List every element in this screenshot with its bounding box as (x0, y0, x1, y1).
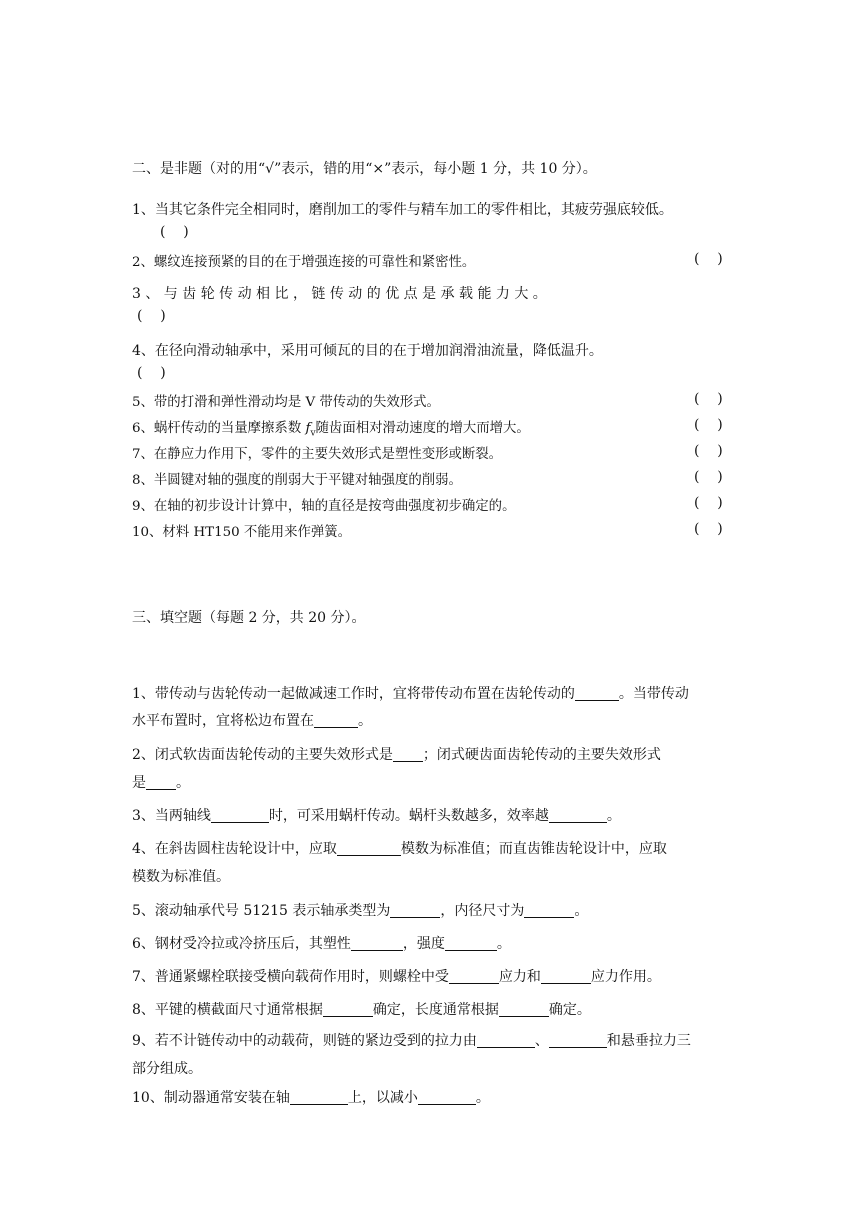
tf-item-2: 2、螺纹连接预紧的目的在于增强连接的可靠性和紧密性。 (132, 255, 476, 270)
fill-q2-blank-2[interactable] (146, 775, 176, 790)
fill-q3-blank-1[interactable] (211, 808, 269, 823)
tf-item-10: 10、材料 HT150 不能用来作弹簧。 (132, 525, 352, 540)
tf-item-9: 9、在轴的初步设计计算中，轴的直径是按弯曲强度初步确定的。 (132, 499, 516, 514)
tf-item-5-answer-paren[interactable]: ( ) (694, 391, 723, 407)
fill-q8-text-b: 确定，长度通常根据 (372, 1002, 499, 1018)
tf-item-7-answer-paren[interactable]: ( ) (694, 443, 723, 459)
fill-q6-text-a: 6、钢材受冷拉或冷挤压后，其塑性 (132, 936, 351, 952)
fill-q9-line2: 部分组成。 (132, 1061, 202, 1077)
friction-coefficient-subscript: v (310, 428, 316, 439)
fill-q1-line1 (132, 683, 689, 703)
fill-q10-text-a: 10、制动器通常安装在轴 (132, 1090, 290, 1106)
fill-q3-text-b: 时，可采用蜗杆传动。蜗杆头数越多，效率越 (268, 808, 549, 824)
fill-q10-text-c: 。 (475, 1090, 490, 1106)
fill-q6-text-c: 。 (496, 936, 511, 952)
tf-item-1: 1、当其它条件完全相同时，磨削加工的零件与精车加工的零件相比，其疲劳强底较低。 (132, 202, 673, 218)
fill-q8-text-a: 8、平键的横截面尺寸通常根据 (132, 1002, 323, 1018)
fill-q8-blank-2[interactable] (499, 1002, 549, 1017)
fill-q1-line2 (132, 710, 372, 730)
fill-q10-blank-1[interactable] (290, 1090, 348, 1105)
fill-q8 (132, 999, 591, 1019)
fill-q1-text-d: 。 (358, 713, 372, 729)
fill-q9-text-c: 和悬垂拉力三 (606, 1033, 691, 1049)
section2-heading: 二、是非题（对的用“√”表示，错的用“×”表示，每小题 1 分，共 10 分）。 (132, 161, 597, 177)
fill-q4-line1 (132, 838, 667, 858)
fill-q5-blank-1[interactable] (390, 903, 440, 918)
tf-item-6-rest: 随齿面相对滑动速度的增大而增大。 (315, 421, 530, 436)
fill-q5-text-a: 5、滚动轴承代号 51215 表示轴承类型为 (132, 903, 391, 919)
fill-q2-text-b: ；闭式硬齿面齿轮传动的主要失效形式 (422, 747, 661, 763)
tf-item-6 (132, 417, 530, 439)
fill-q9-text-a: 9、若不计链传动中的动载荷，则链的紧边受到的拉力由 (132, 1033, 477, 1049)
fill-q10-blank-2[interactable] (418, 1090, 476, 1105)
fill-q5 (132, 900, 588, 920)
fill-q7-blank-1[interactable] (449, 969, 499, 984)
tf-item-3: 3 、 与 齿 轮 传 动 相 比 ， 链 传 动 的 优 点 是 承 载 能 力 大 。 (132, 286, 547, 302)
tf-item-4: 4、在径向滑动轴承中，采用可倾瓦的目的在于增加润滑油流量，降低温升。 (132, 343, 603, 359)
fill-q1-text-c: 水平布置时，宜将松边布置在 (132, 713, 314, 729)
fill-q6 (132, 933, 511, 953)
fill-q6-blank-1[interactable] (351, 936, 403, 951)
fill-q2-text-a: 2、闭式软齿面齿轮传动的主要失效形式是 (132, 747, 393, 763)
tf-item-2-answer-paren[interactable]: ( ) (694, 251, 723, 267)
fill-q10-text-b: 上，以减小 (347, 1090, 418, 1106)
tf-item-8: 8、半圆键对轴的强度的削弱大于平键对轴强度的削弱。 (132, 473, 462, 488)
tf-item-10-answer-paren[interactable]: ( ) (694, 521, 723, 537)
fill-q2-blank-1[interactable] (393, 747, 423, 762)
tf-item-3-answer-paren[interactable]: ( ) (137, 308, 166, 324)
fill-q9-blank-2[interactable] (549, 1033, 607, 1048)
fill-q8-text-c: 确定。 (548, 1002, 591, 1018)
fill-q9-line1 (132, 1030, 691, 1050)
tf-item-7: 7、在静应力作用下，零件的主要失效形式是塑性变形或断裂。 (132, 447, 503, 462)
tf-item-9-answer-paren[interactable]: ( ) (694, 495, 723, 511)
tf-item-5: 5、带的打滑和弹性滑动均是 V 带传动的失效形式。 (132, 395, 440, 410)
fill-q9-blank-1[interactable] (477, 1033, 535, 1048)
fill-q9-text-b: 、 (534, 1033, 549, 1049)
fill-q7 (132, 966, 661, 986)
fill-q7-blank-2[interactable] (541, 969, 591, 984)
fill-q1-blank-1[interactable] (575, 686, 619, 701)
fill-q1-text-a: 1、带传动与齿轮传动一起做减速工作时，宜将带传动布置在齿轮传动的 (132, 686, 575, 702)
tf-item-6-answer-paren[interactable]: ( ) (694, 417, 723, 433)
fill-q3-text-c: 。 (606, 808, 621, 824)
tf-item-1-answer-paren[interactable]: ( ) (160, 224, 189, 240)
fill-q2-text-d: 。 (176, 775, 190, 791)
fill-q4-line2: 模数为标准值。 (132, 869, 230, 885)
fill-q3-text-a: 3、当两轴线 (132, 808, 211, 824)
fill-q3-blank-2[interactable] (549, 808, 607, 823)
fill-q2-line1 (132, 744, 661, 764)
fill-q1-blank-2[interactable] (314, 713, 358, 728)
fill-q2-line2 (132, 772, 190, 792)
fill-q5-text-c: 。 (574, 903, 589, 919)
fill-q4-text-b: 模数为标准值；而直齿锥齿轮设计中，应取 (400, 841, 667, 857)
fill-q6-text-b: ，强度 (402, 936, 445, 952)
fill-q7-text-c: 应力作用。 (590, 969, 661, 985)
section3-heading: 三、填空题（每题 2 分，共 20 分）。 (132, 610, 366, 626)
fill-q6-blank-2[interactable] (445, 936, 497, 951)
friction-coefficient-symbol: f (305, 421, 311, 436)
fill-q4-blank-1[interactable] (337, 841, 401, 856)
fill-q2-text-c: 是 (132, 775, 146, 791)
fill-q8-blank-1[interactable] (323, 1002, 373, 1017)
fill-q4-text-a: 4、在斜齿圆柱齿轮设计中，应取 (132, 841, 337, 857)
fill-q1-text-b: 。当带传动 (618, 686, 689, 702)
tf-item-8-answer-paren[interactable]: ( ) (694, 469, 723, 485)
fill-q7-text-b: 应力和 (498, 969, 541, 985)
fill-q7-text-a: 7、普通紧螺栓联接受横向载荷作用时，则螺栓中受 (132, 969, 449, 985)
fill-q10 (132, 1087, 490, 1107)
fill-q5-blank-2[interactable] (524, 903, 574, 918)
tf-item-4-answer-paren[interactable]: ( ) (137, 365, 166, 381)
tf-item-6-text: 6、蜗杆传动的当量摩擦系数 (132, 421, 302, 436)
fill-q5-text-b: ，内径尺寸为 (440, 903, 525, 919)
fill-q3 (132, 805, 621, 825)
